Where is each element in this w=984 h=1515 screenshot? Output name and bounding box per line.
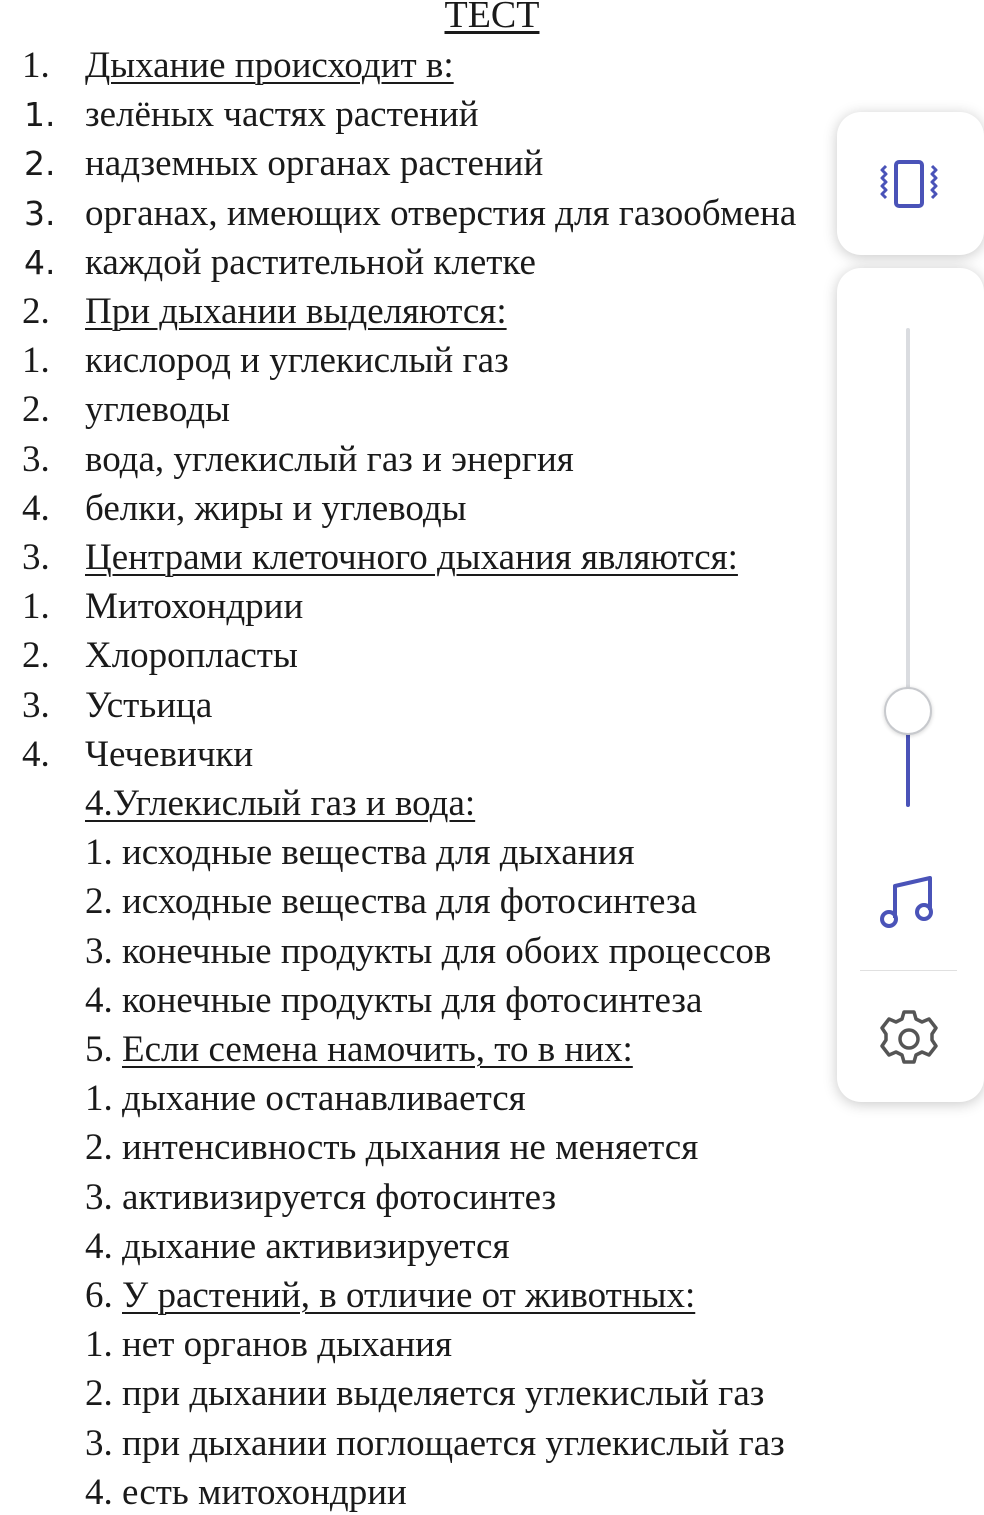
item-text: 4. конечные продукты для фотосинтеза (85, 979, 703, 1021)
item-text: 4. есть митохондрии (85, 1471, 407, 1513)
item-number: 2. (22, 291, 50, 332)
item-number: 1. (22, 45, 50, 86)
item-number: 4. (22, 733, 50, 775)
panel-divider (860, 970, 957, 971)
item-text: 2. исходные вещества для фотосинтеза (85, 881, 697, 923)
item-number: 1. (24, 95, 56, 135)
item-text: белки, жиры и углеводы (85, 487, 467, 529)
volume-panel (837, 268, 984, 1102)
item-number: 4. (22, 487, 50, 529)
item-text: кислород и углекислый газ (85, 340, 509, 382)
item-text: 4. дыхание активизируется (85, 1225, 510, 1267)
item-number: 3. (22, 684, 50, 726)
item-text: 1. нет органов дыхания (85, 1324, 453, 1366)
item-text: Дыхание происходит в: (85, 45, 454, 86)
vibrate-icon (876, 156, 942, 214)
music-note-icon[interactable] (878, 872, 940, 934)
item-text: каждой растительной клетке (85, 241, 536, 283)
item-text: 2. интенсивность дыхания не меняется (85, 1127, 699, 1169)
item-text: зелёных частях растений (85, 94, 479, 136)
item-number: 1. (22, 340, 50, 382)
item-text: Митохондрии (85, 586, 304, 628)
item-number: 4. (24, 242, 56, 282)
item-text: углеводы (85, 389, 231, 431)
item-text: У растений, в отличие от животных: (122, 1275, 696, 1316)
item-text: 3. при дыхании поглощается углекислый газ (85, 1422, 785, 1464)
volume-slider-track[interactable] (906, 328, 910, 711)
item-text: Устьица (85, 684, 213, 726)
item-text: вода, углекислый газ и энергия (85, 438, 574, 480)
item-text: 1. дыхание останавливается (85, 1078, 526, 1120)
item-text: Если семена намочить, то в них: (122, 1029, 633, 1070)
item-text: 4.Углекислый газ и вода: (85, 783, 476, 824)
item-text: 2. при дыхании выделяется углекислый газ (85, 1373, 765, 1415)
volume-slider-thumb[interactable] (884, 687, 932, 735)
item-number: 5. (85, 1029, 122, 1070)
item-text: надземных органах растений (85, 143, 544, 185)
item-number: 2. (22, 389, 50, 431)
item-text: Хлоропласты (85, 635, 298, 677)
item-text: При дыхании выделяются: (85, 291, 507, 332)
item-number: 1. (22, 586, 50, 628)
gear-icon[interactable] (876, 1006, 942, 1072)
item-number: 6. (85, 1275, 122, 1316)
item-text: 3. конечные продукты для обоих процессов (85, 930, 772, 972)
item-number: 3. (22, 438, 50, 480)
item-text: 3. активизируется фотосинтез (85, 1176, 557, 1218)
item-number: 3. (24, 193, 56, 233)
item-text: органах, имеющих отверстия для газообмена (85, 192, 797, 234)
item-number: 3. (22, 537, 50, 578)
item-number: 2. (22, 635, 50, 677)
item-text: Центрами клеточного дыхания являются: (85, 537, 738, 578)
item-number: 2. (24, 144, 56, 184)
item-text: 1. исходные вещества для дыхания (85, 832, 635, 874)
document-title: ТЕСТ (444, 0, 540, 36)
item-text: Чечевички (85, 733, 254, 775)
